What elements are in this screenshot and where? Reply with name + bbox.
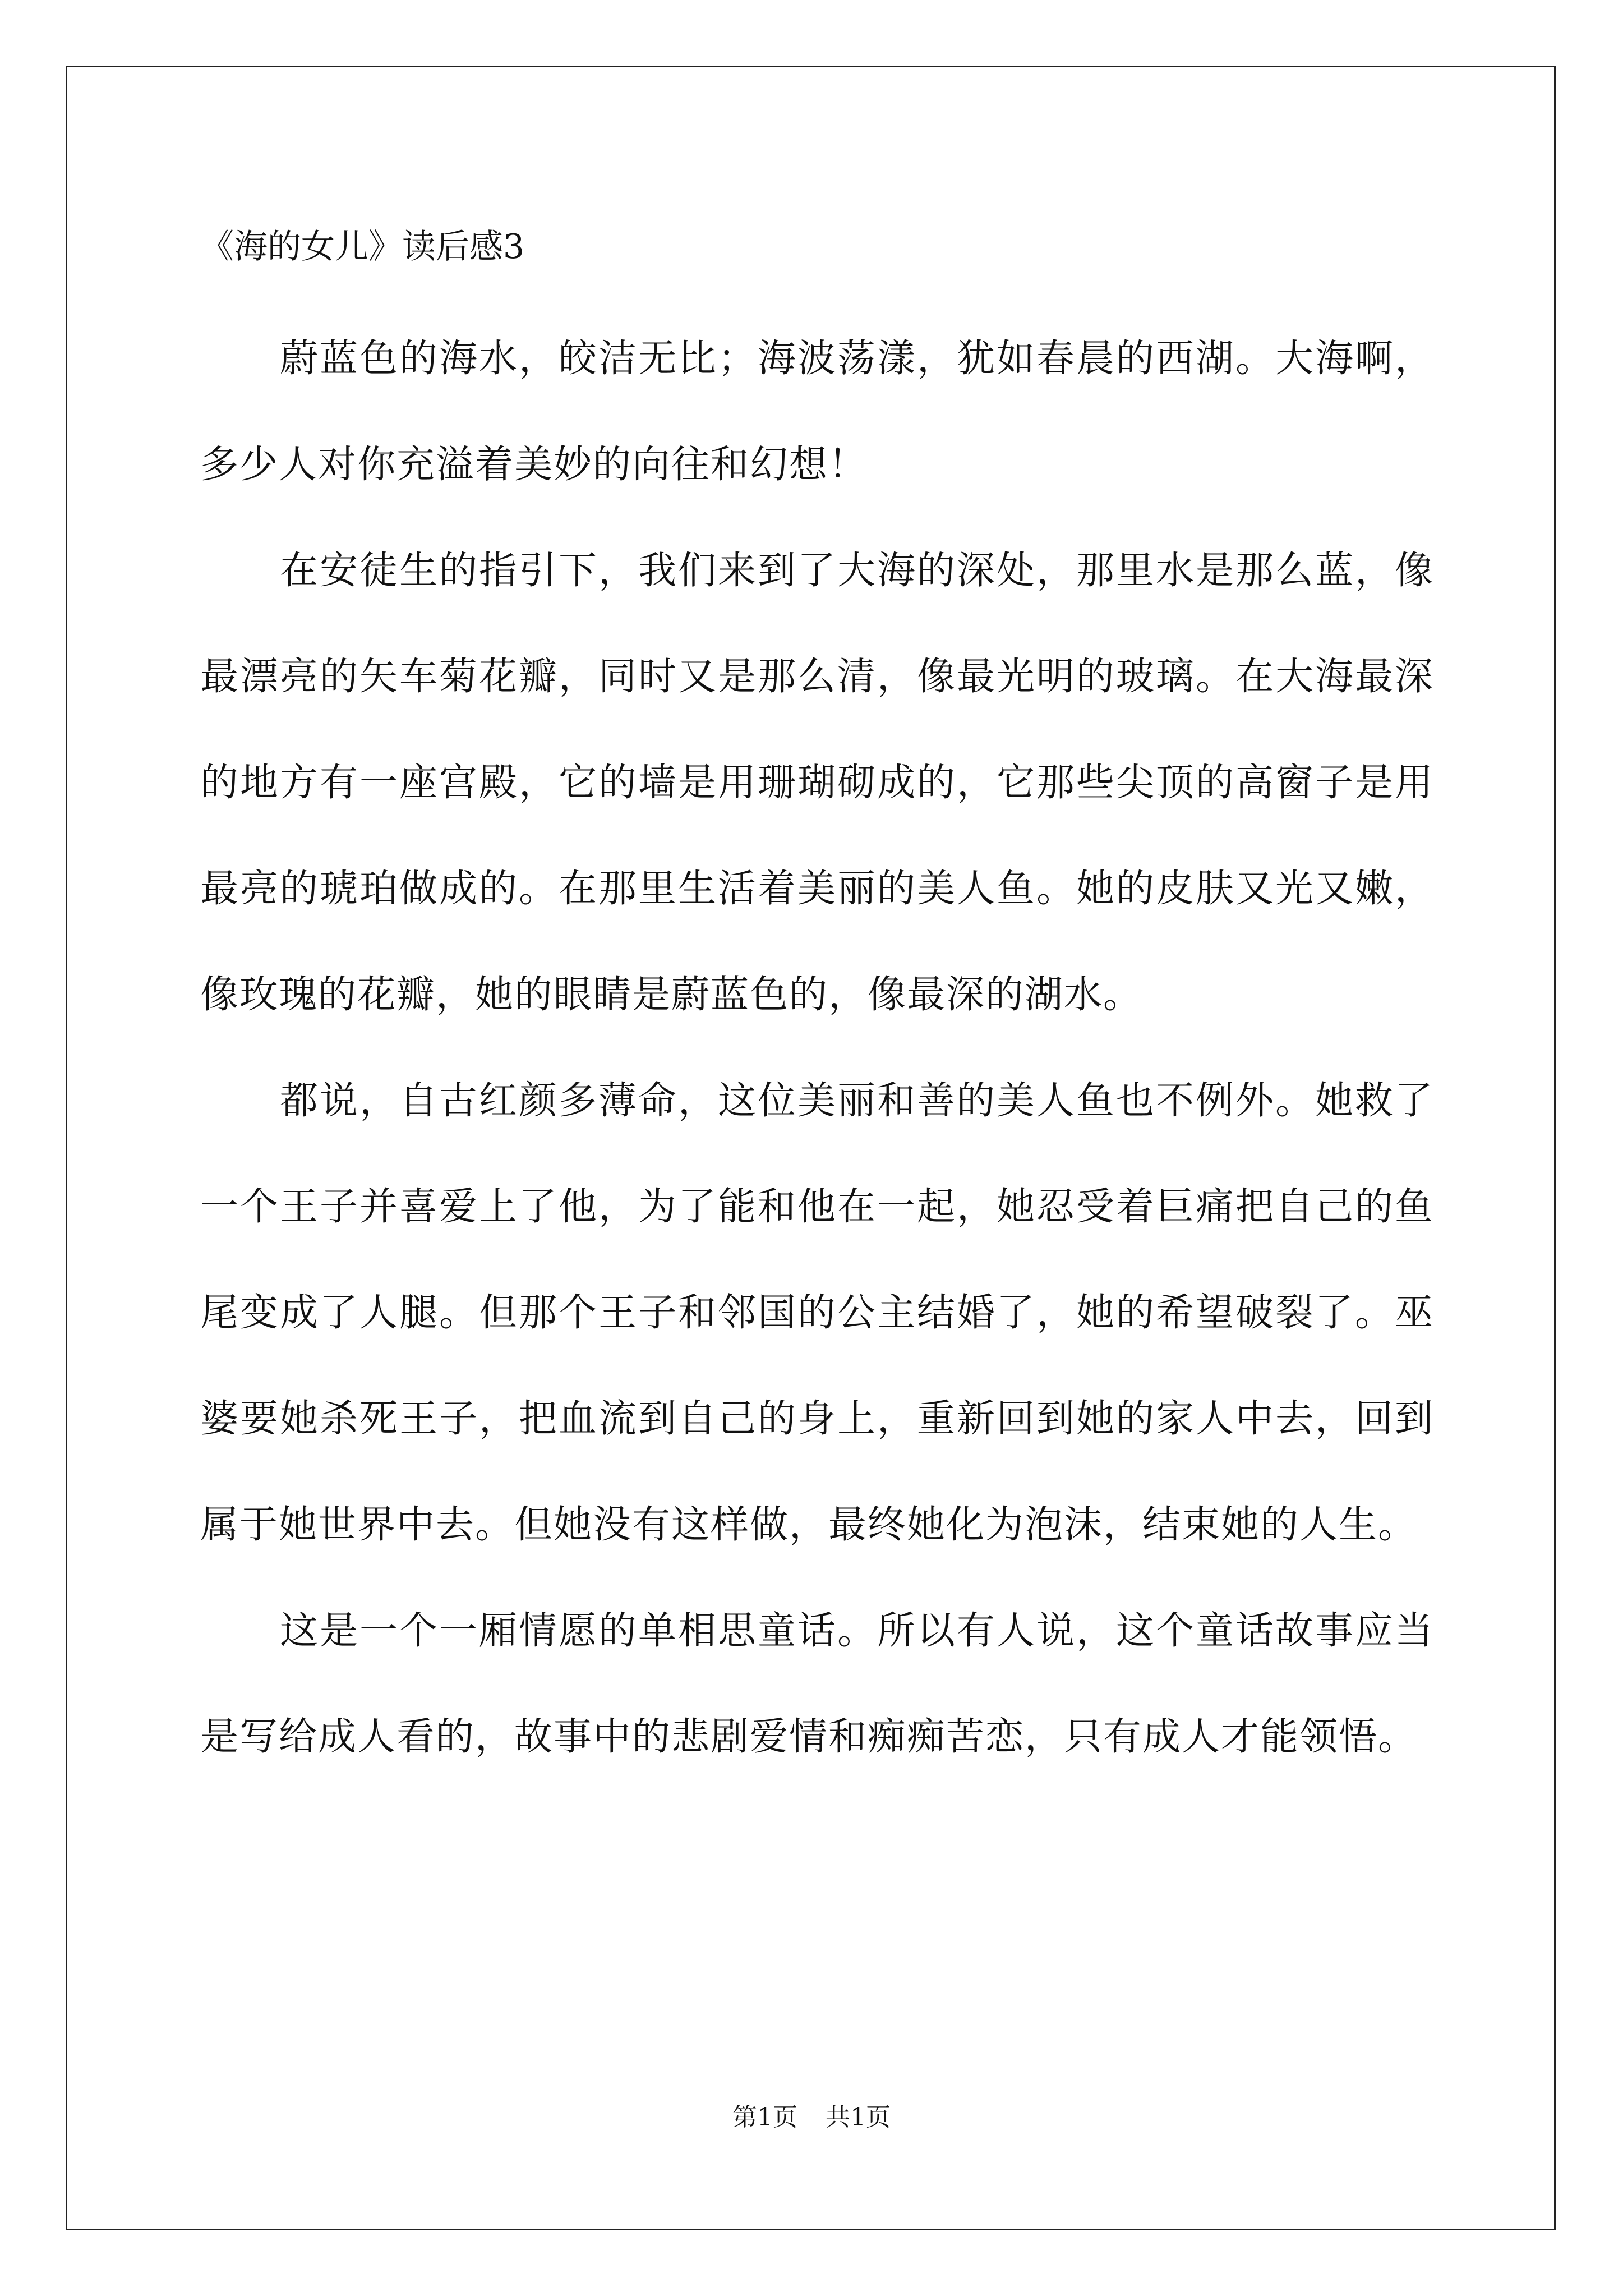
page-number-total: 共1页	[826, 2103, 891, 2132]
document-body	[200, 222, 1434, 1790]
page-number-current: 第1页	[732, 2103, 797, 2132]
paragraph-4: 这是一个一厢情愿的单相思童话。所以有人说，这个童话故事应当是写给成人看的，故事中的悲剧爱情和痴痴苦恋，只有成人才能领悟。	[200, 1609, 1434, 1759]
paragraph-1: 蔚蓝色的海水，皎洁无比；海波荡漾，犹如春晨的西湖。大海啊，多少人对你充溢着美妙的向往和幻想！	[200, 337, 1434, 487]
document-title: 《海的女儿》读后感3	[200, 227, 525, 266]
paragraph-3: 都说，自古红颜多薄命，这位美丽和善的美人鱼也不例外。她救了一个王子并喜爱上了他，为了能和他在一起，她忍受着巨痛把自己的鱼尾变成了人腿。但那个王子和邻国的公主结婚了，她的希望破裂了。巫婆要她杀死王子，把血流到自己的身上，重新回到她的家人中去，回到属于她世界中去。但她没有这样做，最终她化为泡沫，结束她的人生。	[200, 1079, 1434, 1547]
page-footer	[0, 2101, 1623, 2134]
paragraph-2: 在安徒生的指引下，我们来到了大海的深处，那里水是那么蓝，像最漂亮的矢车菊花瓣，同时又是那么清，像最光明的玻璃。在大海最深的地方有一座宫殿，它的墙是用珊瑚砌成的，它那些尖顶的高窗子是用最亮的琥珀做成的。在那里生活着美丽的美人鱼。她的皮肤又光又嫩，像玫瑰的花瓣，她的眼睛是蔚蓝色的，像最深的湖水。	[200, 549, 1434, 1017]
